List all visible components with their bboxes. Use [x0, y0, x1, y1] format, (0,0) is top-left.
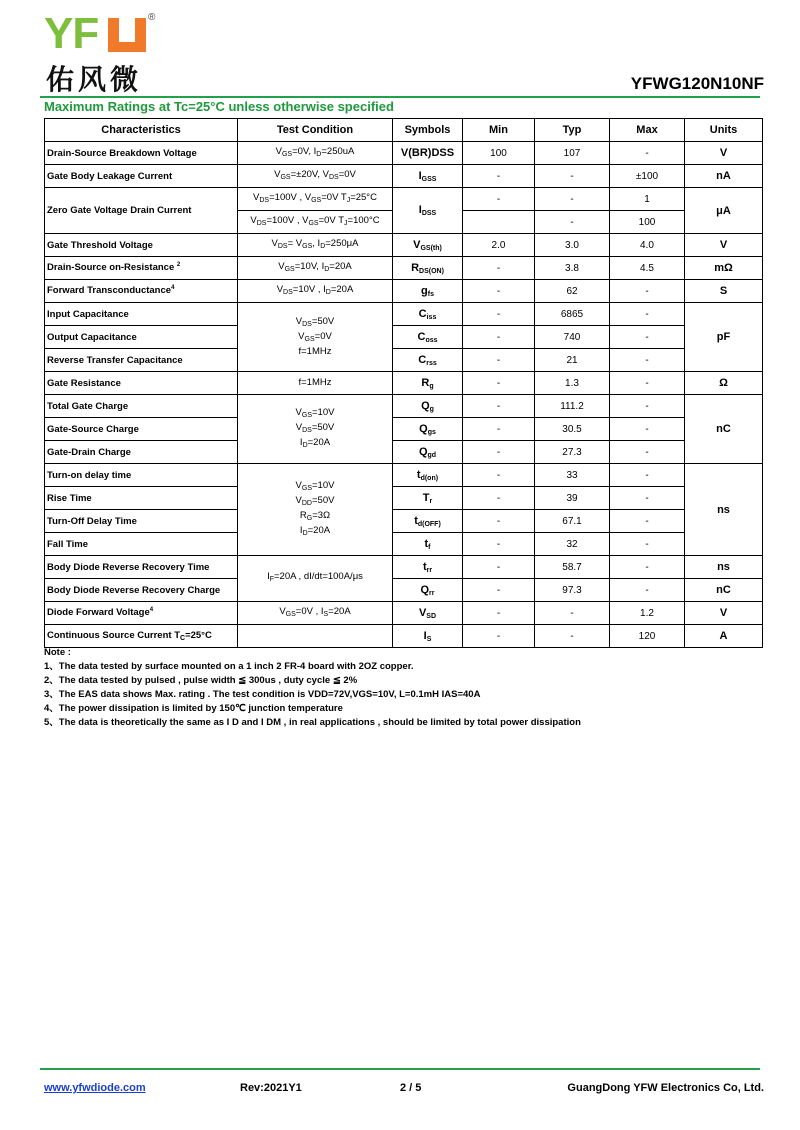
header-max: Max: [610, 119, 685, 142]
unit: mΩ: [685, 257, 763, 280]
min-value: -: [463, 395, 535, 418]
max-value: -: [610, 418, 685, 441]
unit: nA: [685, 165, 763, 188]
row-label: Zero Gate Voltage Drain Current: [45, 188, 238, 234]
typ-value: 27.3: [535, 441, 610, 464]
min-value: [463, 211, 535, 234]
symbol: $g_{fs}$: [393, 280, 463, 303]
typ-value: -: [535, 165, 610, 188]
typ-value: 67.1: [535, 510, 610, 533]
test-condition: $V_{GS}=10V$ $V_{DS}=50V$ $I_D=20A$: [238, 395, 393, 464]
table-row: [45, 372, 763, 395]
table-row: [45, 234, 763, 257]
typ-value: 3.8: [535, 257, 610, 280]
header-divider: [40, 96, 760, 98]
unit: V: [685, 142, 763, 165]
table-row: [45, 349, 763, 372]
test-condition: $V_{DS}= V_{GS}$, $I_D=250\mu A$: [238, 234, 393, 257]
revision-label: Rev:2021Y1: [240, 1082, 302, 1094]
row-label: Continuous Source Current $T_C=25^\circ C$: [45, 625, 238, 648]
row-label: Body Diode Reverse Recovery Charge: [45, 579, 238, 602]
test-condition: $V_{DS}=100V$ , $V_{GS}=0V$ $T_J=25^\circ C$: [238, 188, 393, 211]
test-condition: $I_F=20A$ , dI/dt=100A/μs: [238, 556, 393, 602]
table-row: [45, 533, 763, 556]
table-row: [45, 280, 763, 303]
max-value: 120: [610, 625, 685, 648]
test-condition: f=1MHz: [238, 372, 393, 395]
typ-value: 6865: [535, 303, 610, 326]
notes-heading: Note :: [44, 647, 71, 658]
table-row: [45, 602, 763, 625]
typ-value: 21: [535, 349, 610, 372]
row-label: Gate Threshold Voltage: [45, 234, 238, 257]
max-value: -: [610, 579, 685, 602]
electrical-characteristics-table: [44, 118, 763, 648]
table-row: [45, 625, 763, 648]
symbol: $t_f$: [393, 533, 463, 556]
row-label: Drain-Source Breakdown Voltage: [45, 142, 238, 165]
test-condition: $V_{DS}=100V$ , $V_{GS}=0V$ $T_J=100^\circ C$: [238, 211, 393, 234]
min-value: -: [463, 487, 535, 510]
table-row: [45, 165, 763, 188]
row-label: Gate-Drain Charge: [45, 441, 238, 464]
note-item: 2、The data tested by pulsed , pulse width ≦ 300us , duty cycle ≦ 2%: [44, 675, 358, 686]
website-link[interactable]: www.yfwdiode.com: [44, 1082, 146, 1094]
min-value: -: [463, 280, 535, 303]
symbol: $t_{d(OFF)}$: [393, 510, 463, 533]
table-row: [45, 579, 763, 602]
unit: Ω: [685, 372, 763, 395]
min-value: -: [463, 326, 535, 349]
test-condition: $V_{DS}=10V$ , $I_D=20A$: [238, 280, 393, 303]
unit: nC: [685, 395, 763, 464]
min-value: -: [463, 464, 535, 487]
typ-value: 30.5: [535, 418, 610, 441]
table-row: [45, 326, 763, 349]
symbol: $I_{GSS}$: [393, 165, 463, 188]
symbol: $R_{DS(ON)}$: [393, 257, 463, 280]
section-title: Maximum Ratings at Tc=25°C unless otherwise specified: [44, 99, 394, 114]
min-value: -: [463, 510, 535, 533]
min-value: 2.0: [463, 234, 535, 257]
table-row: [45, 188, 763, 211]
typ-value: 3.0: [535, 234, 610, 257]
row-label: Drain-Source on-Resistance $^2$: [45, 257, 238, 280]
row-label: Total Gate Charge: [45, 395, 238, 418]
typ-value: 111.2: [535, 395, 610, 418]
max-value: -: [610, 464, 685, 487]
max-value: -: [610, 280, 685, 303]
max-value: -: [610, 303, 685, 326]
unit: μA: [685, 188, 763, 234]
row-label: Reverse Transfer Capacitance: [45, 349, 238, 372]
note-item: 1、The data tested by surface mounted on a 1 inch 2 FR-4 board with 2OZ copper.: [44, 661, 414, 672]
min-value: -: [463, 303, 535, 326]
max-value: -: [610, 487, 685, 510]
min-value: -: [463, 372, 535, 395]
test-condition: $V_{GS}=\pm 20V$, $V_{DS}=0V$: [238, 165, 393, 188]
max-value: -: [610, 142, 685, 165]
symbol: $C_{iss}$: [393, 303, 463, 326]
max-value: -: [610, 510, 685, 533]
unit: A: [685, 625, 763, 648]
row-label: Gate-Source Charge: [45, 418, 238, 441]
symbol: $t_{rr}$: [393, 556, 463, 579]
typ-value: -: [535, 211, 610, 234]
symbol: $V_{SD}$: [393, 602, 463, 625]
registered-icon: ®: [148, 12, 156, 23]
header-min: Min: [463, 119, 535, 142]
typ-value: 62: [535, 280, 610, 303]
typ-value: 107: [535, 142, 610, 165]
symbol: $V_{GS(th)}$: [393, 234, 463, 257]
table-header-row: [45, 119, 763, 142]
test-condition: $V_{GS}=0V$, $I_D=250uA$: [238, 142, 393, 165]
symbol: $R_g$: [393, 372, 463, 395]
max-value: 1: [610, 188, 685, 211]
row-label: Body Diode Reverse Recovery Time: [45, 556, 238, 579]
part-number: YFWG120N10NF: [630, 74, 764, 93]
symbol: $I_S$: [393, 625, 463, 648]
symbol: $Q_{gd}$: [393, 441, 463, 464]
header-typ: Typ: [535, 119, 610, 142]
header-units: Units: [685, 119, 763, 142]
symbol: $Q_{gs}$: [393, 418, 463, 441]
table-row: [45, 556, 763, 579]
symbol: $t_{d(on)}$: [393, 464, 463, 487]
row-label: Fall Time: [45, 533, 238, 556]
min-value: -: [463, 533, 535, 556]
logo-chinese-name: 佑风微: [46, 63, 143, 96]
header-characteristics: Characteristics: [45, 119, 238, 142]
table-row: [45, 464, 763, 487]
min-value: -: [463, 602, 535, 625]
table-row: [45, 487, 763, 510]
max-value: -: [610, 326, 685, 349]
test-condition: $V_{GS}=10V$, $I_D=20A$: [238, 257, 393, 280]
typ-value: -: [535, 188, 610, 211]
row-label: Turn-Off Delay Time: [45, 510, 238, 533]
note-item: 3、The EAS data shows Max. rating . The test condition is VDD=72V,VGS=10V, L=0.1mH IAS=40A: [44, 689, 481, 700]
table-row: [45, 441, 763, 464]
max-value: 1.2: [610, 602, 685, 625]
min-value: -: [463, 625, 535, 648]
table-row: [45, 303, 763, 326]
company-name: GuangDong YFW Electronics Co, Ltd.: [567, 1082, 764, 1094]
unit: nC: [685, 579, 763, 602]
min-value: -: [463, 556, 535, 579]
min-value: 100: [463, 142, 535, 165]
unit: V: [685, 602, 763, 625]
max-value: ±100: [610, 165, 685, 188]
page-number: 2 / 5: [400, 1082, 422, 1094]
max-value: 4.5: [610, 257, 685, 280]
symbol: $T_r$: [393, 487, 463, 510]
max-value: -: [610, 372, 685, 395]
table-row: [45, 257, 763, 280]
min-value: -: [463, 188, 535, 211]
header-symbols: Symbols: [393, 119, 463, 142]
row-label: Gate Resistance: [45, 372, 238, 395]
symbol: $C_{oss}$: [393, 326, 463, 349]
symbol: $I_{DSS}$: [393, 188, 463, 234]
logo-u-mark: [108, 18, 146, 52]
row-label: Diode Forward Voltage$^4$: [45, 602, 238, 625]
min-value: -: [463, 349, 535, 372]
min-value: -: [463, 165, 535, 188]
footer-divider: [40, 1068, 760, 1070]
max-value: -: [610, 395, 685, 418]
unit: ns: [685, 556, 763, 579]
logo-yf-mark: YF: [44, 9, 99, 58]
max-value: -: [610, 441, 685, 464]
test-condition: $V_{DS}=50V$ $V_{GS}=0V$ f=1MHz: [238, 303, 393, 372]
unit: pF: [685, 303, 763, 372]
typ-value: 97.3: [535, 579, 610, 602]
typ-value: 33: [535, 464, 610, 487]
header-test-condition: Test Condition: [238, 119, 393, 142]
test-condition: [238, 625, 393, 648]
symbol: V(BR)DSS: [393, 142, 463, 165]
unit: ns: [685, 464, 763, 556]
company-logo: [44, 9, 164, 96]
note-item: 5、The data is theoretically the same as I D and I DM , in real applications , should be limited by total power dissipation: [44, 717, 581, 728]
table-row: [45, 510, 763, 533]
max-value: 4.0: [610, 234, 685, 257]
table-row: [45, 395, 763, 418]
min-value: -: [463, 579, 535, 602]
typ-value: 39: [535, 487, 610, 510]
typ-value: -: [535, 625, 610, 648]
symbol: $Q_g$: [393, 395, 463, 418]
row-label: Forward Transconductance$^4$: [45, 280, 238, 303]
typ-value: 740: [535, 326, 610, 349]
typ-value: 58.7: [535, 556, 610, 579]
min-value: -: [463, 257, 535, 280]
symbol: $C_{rss}$: [393, 349, 463, 372]
notes-section: [44, 646, 581, 730]
table-row: [45, 418, 763, 441]
max-value: -: [610, 349, 685, 372]
unit: V: [685, 234, 763, 257]
unit: S: [685, 280, 763, 303]
typ-value: -: [535, 602, 610, 625]
max-value: -: [610, 533, 685, 556]
row-label: Gate Body Leakage Current: [45, 165, 238, 188]
test-condition: $V_{GS}=10V$ $V_{DD}=50V$ $R_G=3\Omega$ $I_D=20A$: [238, 464, 393, 556]
max-value: 100: [610, 211, 685, 234]
min-value: -: [463, 418, 535, 441]
typ-value: 1.3: [535, 372, 610, 395]
row-label: Input Capacitance: [45, 303, 238, 326]
table-row: [45, 142, 763, 165]
note-item: 4、The power dissipation is limited by 150℃ junction temperature: [44, 703, 343, 714]
typ-value: 32: [535, 533, 610, 556]
row-label: Rise Time: [45, 487, 238, 510]
row-label: Output Capacitance: [45, 326, 238, 349]
symbol: $Q_{rr}$: [393, 579, 463, 602]
row-label: Turn-on delay time: [45, 464, 238, 487]
test-condition: $V_{GS}=0V$ , $I_S=20A$: [238, 602, 393, 625]
max-value: -: [610, 556, 685, 579]
min-value: -: [463, 441, 535, 464]
